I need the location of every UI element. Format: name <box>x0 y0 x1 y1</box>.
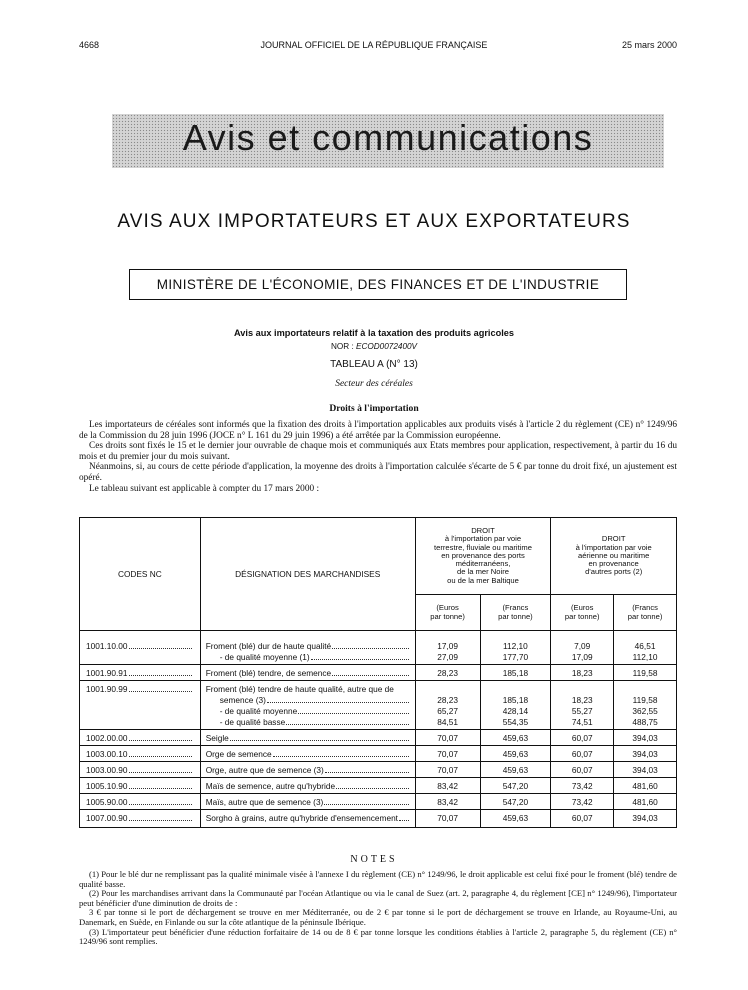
notice-title: Avis aux importateurs relatif à la taxation des produits agricoles <box>234 328 514 338</box>
droit-autres-euros-cell <box>551 746 614 762</box>
journal-title: JOURNAL OFFICIEL DE LA RÉPUBLIQUE FRANÇAISE <box>260 40 488 50</box>
table-row <box>80 762 677 778</box>
code-cell <box>80 762 201 778</box>
designation-cell <box>200 746 415 762</box>
designation-cell <box>200 810 415 828</box>
droit-autres-euros: 73,42 <box>571 781 593 791</box>
droit-med-francs-cell <box>480 746 551 762</box>
droit-med-euros: 70,07 <box>437 733 458 743</box>
droit-autres-francs: 394,03 <box>632 765 658 775</box>
banner <box>112 114 664 168</box>
droit-autres-francs-cell <box>614 631 677 665</box>
droit-med-euros: 84,51 <box>437 717 458 727</box>
designation-text: Froment (blé) dur de haute qualité <box>205 641 332 651</box>
header-designation: DÉSIGNATION DES MARCHANDISES <box>200 518 415 631</box>
droit-med-euros: 83,42 <box>437 781 458 791</box>
designation-cell <box>200 631 415 665</box>
droit-autres-francs: 488,75 <box>632 717 658 727</box>
droit-autres-euros-cell <box>551 631 614 665</box>
droit-autres-francs <box>614 684 676 695</box>
droit-autres-euros: 60,07 <box>571 749 593 759</box>
unit-francs: (Francs par tonne) <box>614 595 677 631</box>
droit-med-euros-cell <box>415 681 480 730</box>
droit-med-francs: 459,63 <box>502 765 529 775</box>
table-row <box>80 730 677 746</box>
droit-med-euros: 27,09 <box>437 652 458 662</box>
code-cell <box>80 746 201 762</box>
droit-autres-euros: 7,09 <box>574 641 591 651</box>
header-droit-mediterranee: DROIT à l'importation par voie terrestre, fluviale ou maritime en provenance des ports méditerranéens, de la mer Noire ou de la mer Baltique <box>415 518 551 595</box>
droit-autres-euros-cell <box>551 665 614 681</box>
section-title: AVIS AUX IMPORTATEURS ET AUX EXPORTATEURS <box>117 211 631 232</box>
notes-list <box>79 870 677 947</box>
designation-cell <box>200 794 415 810</box>
code-cell <box>80 810 201 828</box>
droit-autres-euros: 55,27 <box>571 706 593 716</box>
droit-med-francs: 547,20 <box>502 781 529 791</box>
droit-autres-euros: 73,42 <box>571 797 593 807</box>
designation-text: Sorgho à grains, autre qu'hybride d'ensemencement <box>205 813 398 823</box>
designation-text: Froment (blé) tendre, de semence <box>205 668 332 678</box>
droit-autres-euros-cell <box>551 681 614 730</box>
droit-autres-francs: 394,03 <box>632 733 658 743</box>
droit-med-euros: 83,42 <box>437 797 458 807</box>
nc-code: 1001.90.91 <box>86 668 128 678</box>
droit-autres-francs: 46,51 <box>634 641 656 651</box>
droit-med-francs: 185,18 <box>502 695 529 705</box>
droit-autres-francs: 394,03 <box>632 749 658 759</box>
page-number: 4668 <box>79 40 100 50</box>
designation-cell <box>200 762 415 778</box>
droit-autres-francs-cell <box>614 762 677 778</box>
banner-title: Avis et communications <box>182 117 594 158</box>
code-cell <box>80 681 201 730</box>
paragraph: Néanmoins, si, au cours de cette période d'application, la moyenne des droits à l'importation calculée s'écarte de 5 € par tonne du droit fixé, un ajustement est opéré. <box>79 462 677 483</box>
designation-text: Orge, autre que de semence (3) <box>205 765 324 775</box>
droit-med-euros-cell <box>415 778 480 794</box>
droit-autres-euros <box>551 684 613 695</box>
droit-autres-francs-cell <box>614 730 677 746</box>
notice-subtitle: Droits à l'importation <box>329 403 419 414</box>
table-row <box>80 631 677 665</box>
duties-table <box>79 517 677 828</box>
note-item: (2) Pour les marchandises arrivant dans la Communauté par l'océan Atlantique ou via le canal de Suez (art. 2, paragraphe 4, du règlement [CE] n° 1249/96), l'importateur peut bénéficier d'une diminution de droits de : <box>79 888 677 908</box>
droit-med-euros-cell <box>415 631 480 665</box>
droit-autres-euros-cell <box>551 762 614 778</box>
designation-text: Maïs de semence, autre qu'hybride <box>205 781 336 791</box>
droit-autres-euros-cell <box>551 730 614 746</box>
droit-med-francs <box>481 684 551 695</box>
droit-autres-euros: 60,07 <box>571 765 593 775</box>
code-cell <box>80 778 201 794</box>
designation-cell <box>200 681 415 730</box>
table-row <box>80 794 677 810</box>
droit-autres-francs: 112,10 <box>632 652 658 662</box>
droit-autres-francs: 119,58 <box>632 668 658 678</box>
droit-med-francs: 554,35 <box>502 717 529 727</box>
designation-cell <box>200 730 415 746</box>
droit-autres-francs-cell <box>614 810 677 828</box>
intro-paragraphs <box>79 420 677 494</box>
designation-text: - de qualité moyenne (1) <box>219 652 310 662</box>
nc-code: 1002.00.00 <box>86 733 128 743</box>
table-row <box>80 665 677 681</box>
droit-med-euros: 70,07 <box>437 765 458 775</box>
droit-med-euros-cell <box>415 762 480 778</box>
nc-code: 1001.90.99 <box>86 684 128 694</box>
droit-autres-francs: 119,58 <box>632 695 658 705</box>
nc-code: 1003.00.10 <box>86 749 128 759</box>
nc-code: 1005.90.00 <box>86 797 128 807</box>
designation-text: Froment (blé) tendre de haute qualité, autre que de <box>205 684 394 694</box>
droit-med-francs-cell <box>480 681 551 730</box>
droit-med-euros: 70,07 <box>437 813 458 823</box>
table-row <box>80 681 677 730</box>
code-cell <box>80 794 201 810</box>
nc-code: 1003.00.90 <box>86 765 128 775</box>
droit-autres-euros: 17,09 <box>571 652 593 662</box>
nor-value: ECOD0072400V <box>356 342 418 351</box>
paragraph: Les importateurs de céréales sont informés que la fixation des droits à l'importation applicables aux produits visés à l'article 2 du règlement (CE) n° 1249/96 de la Commission du 28 juin 1996 (JOCE n° L 161 du 29 juin 1996) a été arrêtée par la Commission européenne. <box>79 420 677 441</box>
droit-autres-euros-cell <box>551 778 614 794</box>
droit-med-francs-cell <box>480 810 551 828</box>
designation-text: Orge de semence <box>205 749 272 759</box>
droit-autres-francs: 481,60 <box>632 781 658 791</box>
droit-med-euros-cell <box>415 730 480 746</box>
designation-text: semence (3) <box>219 695 266 705</box>
nor-reference <box>0 342 748 351</box>
droit-autres-euros: 18,23 <box>571 668 593 678</box>
note-item: (3) L'importateur peut bénéficier d'une réduction forfaitaire de 14 ou de 8 € par tonne lorsque les conditions établies à l'article 2, paragraphe 5, du règlement (CE) n° 1249/96 sont remplies. <box>79 926 677 947</box>
droit-med-euros: 28,23 <box>437 695 458 705</box>
droit-autres-francs-cell <box>614 681 677 730</box>
table-row <box>80 778 677 794</box>
droit-med-euros: 17,09 <box>437 641 458 651</box>
droit-med-francs: 459,63 <box>502 749 529 759</box>
issue-date: 25 mars 2000 <box>621 40 677 50</box>
unit-francs: (Francs par tonne) <box>480 595 551 631</box>
droit-med-euros-cell <box>415 746 480 762</box>
droit-med-francs: 459,63 <box>502 813 529 823</box>
note-item: 3 € par tonne si le port de déchargement se trouve en mer Méditerranée, ou de 2 € par tonne si le port de déchargement se trouve en Irlande, au Royaume-Uni, au Danemark, en Suède, en Finlande ou sur la côte atlantique de la péninsule Ibérique. <box>79 907 677 927</box>
code-cell <box>80 631 201 665</box>
droit-med-francs: 177,70 <box>502 652 529 662</box>
droit-med-francs: 428,14 <box>502 706 529 716</box>
paragraph: Le tableau suivant est applicable à compter du 17 mars 2000 : <box>89 483 320 494</box>
header-droit-autres-ports: DROIT à l'importation par voie aérienne ou maritime en provenance d'autres ports (2) <box>551 518 677 595</box>
code-cell <box>80 665 201 681</box>
designation-text: Maïs, autre que de semence (3) <box>205 797 324 807</box>
paragraph: Ces droits sont fixés le 15 et le dernier jour ouvrable de chaque mois et communiqués aux Etats membres pour application, respectivement, à partir du 16 du mois et du premier jour du mois suivant. <box>79 441 677 462</box>
table-reference: TABLEAU A (N° 13) <box>330 359 418 370</box>
droit-med-francs: 185,18 <box>502 668 529 678</box>
droit-med-francs-cell <box>480 762 551 778</box>
designation-text: - de qualité basse <box>219 717 286 727</box>
designation-text: - de qualité moyenne <box>219 706 298 716</box>
droit-med-francs: 112,10 <box>503 641 528 651</box>
droit-med-francs-cell <box>480 631 551 665</box>
droit-med-francs-cell <box>480 730 551 746</box>
ministry-name: MINISTÈRE DE L'ÉCONOMIE, DES FINANCES ET DE L'INDUSTRIE <box>156 277 600 292</box>
droit-autres-francs: 394,03 <box>632 813 658 823</box>
droit-autres-francs-cell <box>614 778 677 794</box>
ministry-box <box>129 269 627 300</box>
droit-autres-euros: 60,07 <box>571 733 593 743</box>
droit-med-euros-cell <box>415 665 480 681</box>
droit-med-euros <box>416 684 480 695</box>
droit-med-francs-cell <box>480 778 551 794</box>
nc-code: 1007.00.90 <box>86 813 128 823</box>
code-cell <box>80 730 201 746</box>
note-item: (1) Pour le blé dur ne remplissant pas la qualité minimale visée à l'annexe I du règlement (CE) n° 1249/96, le droit applicable est celui fixé pour le froment (blé) tendre de qualité basse. <box>79 869 677 889</box>
designation-text: Seigle <box>205 733 229 743</box>
droit-med-euros: 65,27 <box>437 706 458 716</box>
droit-autres-francs-cell <box>614 794 677 810</box>
unit-euros: (Euros par tonne) <box>415 595 480 631</box>
droit-autres-euros: 60,07 <box>571 813 593 823</box>
droit-med-euros: 28,23 <box>437 668 458 678</box>
droit-med-euros: 70,07 <box>437 749 458 759</box>
droit-autres-francs-cell <box>614 746 677 762</box>
nc-code: 1001.10.00 <box>86 641 128 651</box>
droit-autres-euros-cell <box>551 810 614 828</box>
droit-med-francs-cell <box>480 794 551 810</box>
droit-autres-euros-cell <box>551 794 614 810</box>
notes-title: NOTES <box>350 854 398 865</box>
nc-code: 1005.10.90 <box>86 781 128 791</box>
droit-med-euros-cell <box>415 810 480 828</box>
droit-med-francs-cell <box>480 665 551 681</box>
droit-autres-francs: 481,60 <box>632 797 658 807</box>
header-codes: CODES NC <box>117 569 162 579</box>
droit-autres-francs-cell <box>614 665 677 681</box>
table-row <box>80 746 677 762</box>
designation-cell <box>200 778 415 794</box>
droit-autres-francs: 362,55 <box>632 706 658 716</box>
droit-med-euros-cell <box>415 794 480 810</box>
nor-label: NOR : <box>330 342 354 351</box>
droit-autres-euros: 74,51 <box>571 717 593 727</box>
droit-med-francs: 459,63 <box>502 733 529 743</box>
droit-med-francs: 547,20 <box>502 797 529 807</box>
unit-euros: (Euros par tonne) <box>551 595 614 631</box>
droit-autres-euros: 18,23 <box>571 695 593 705</box>
designation-cell <box>200 665 415 681</box>
table-row <box>80 810 677 828</box>
sector-title: Secteur des céréales <box>335 379 413 389</box>
